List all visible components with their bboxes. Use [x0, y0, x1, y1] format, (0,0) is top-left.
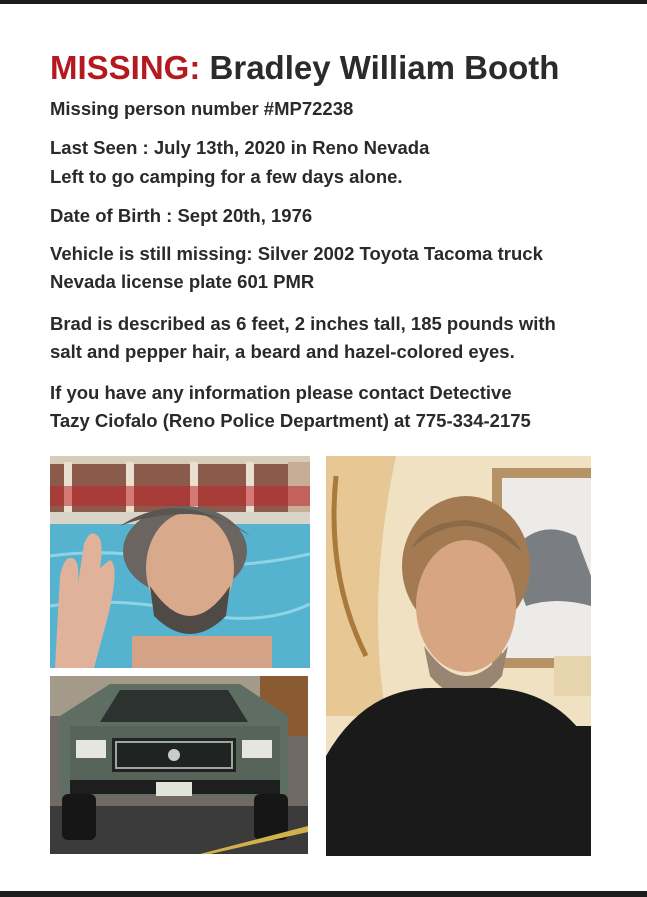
vehicle-line-2: Nevada license plate 601 PMR	[50, 271, 315, 292]
contact-line-1: If you have any information please contact Detective	[50, 382, 512, 403]
description-line-1: Brad is described as 6 feet, 2 inches tall, 185 pounds with	[50, 313, 556, 334]
top-frame-bar	[0, 0, 647, 4]
pool-photo	[50, 456, 310, 668]
truck-photo	[50, 676, 308, 854]
left-note: Left to go camping for a few days alone.	[50, 166, 403, 187]
portrait-photo	[326, 456, 591, 856]
bottom-frame-bar	[0, 891, 647, 897]
date-of-birth: Date of Birth : Sept 20th, 1976	[50, 205, 313, 226]
last-seen: Last Seen : July 13th, 2020 in Reno Nevada	[50, 137, 430, 158]
case-number: Missing person number #MP72238	[50, 98, 354, 119]
description-line-2: salt and pepper hair, a beard and hazel-colored eyes.	[50, 341, 515, 362]
contact-line-2: Tazy Ciofalo (Reno Police Department) at 775-334-2175	[50, 410, 531, 431]
missing-label: MISSING:	[50, 49, 201, 86]
vehicle-line-1: Vehicle is still missing: Silver 2002 Toyota Tacoma truck	[50, 243, 543, 264]
poster-title	[50, 49, 559, 87]
person-name: Bradley William Booth	[209, 49, 560, 86]
